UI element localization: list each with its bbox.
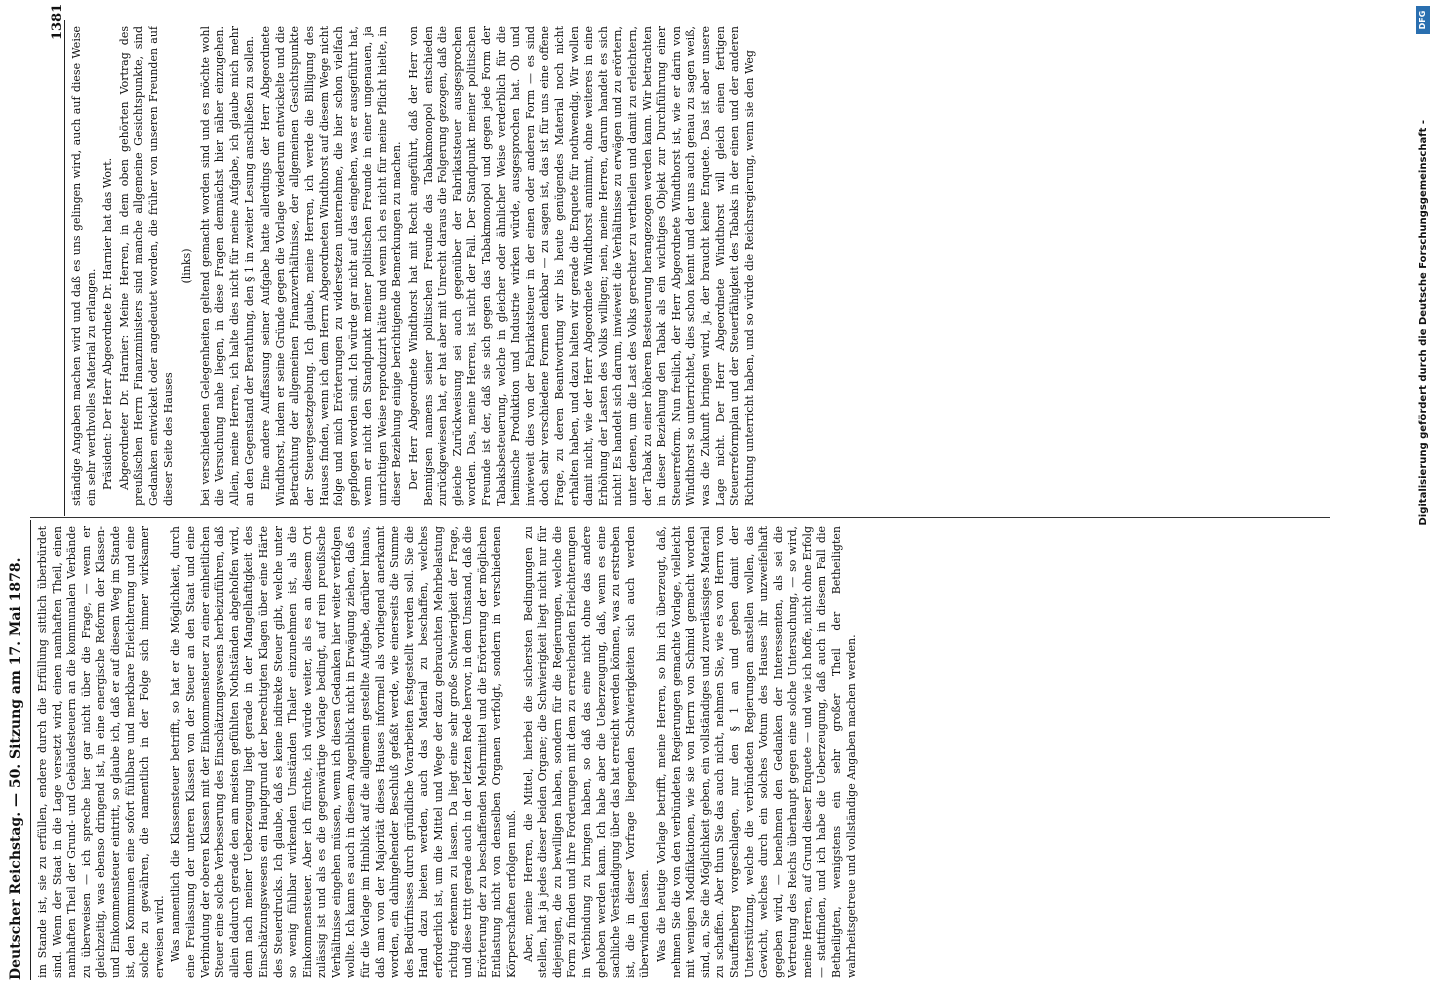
paragraph: bei verschiedenen Gelegenheiten geltend gemacht worden sind und es möchte wohl die Versuchung nahe liegen, in diese Fragen demnächst hier näher einzugehen. Allein, meine Herren, ich halte dies nicht für meine Aufgabe, ich glaube mich mehr an den Gegenstand der Berathung, den § 1 in zweiter Lesung anschließen zu sollen. xyxy=(198,26,256,506)
paragraph: Der Herr Abgeordnete Windthorst hat mit Recht angeführt, daß der Herr von Bennigsen namens seiner politischen Freunde das Tabakmonopol entschieden zurückgewiesen hat, er hat aber mit Unrecht daraus die Folgerung gezogen, daß die gleiche Zurückweisung sei auch gegenüber der Fabrikatsteuer ausgesprochen worden. Das, meine Herren, ist nicht der Fall. Der Standpunkt meiner politischen Freunde ist der, daß sie sich gegen das Tabakmonopol und gegen jede Form der Tabaksbesteuerung, welche in gleicher oder ähnlicher Weise verderblich für die heimische Produktion und Industrie wirken würde, ausgesprochen hat. Ob und inwieweit dies von der Fabrikatsteuer in der einen oder anderen Form — es sind doch sehr verschiedene Formen denkbar — zu sagen ist, das ist für uns eine offene Frage, zu deren Beantwortung wir bis heute genügendes Material noch nicht erhalten haben, und dazu halten wir gerade die Enquete für nothwendig. Wir wollen damit nicht, wie der Herr Abgeordnete Windthorst annimmt, ohne weiteres in eine Erhöhung der Lasten des Volks willigen; nein, meine Herren, darum handelt es sich nicht! Es handelt sich darum, inwieweit die Verhältnisse zu erwägen und zu erörtern, unter denen, um die Last des Volks gerechter zu vertheilen und damit zu erleichtern, der Tabak zu einer höheren Besteuerung herangezogen werden kann. Wir betrachten in dieser Beziehung den Tabak als ein wichtiges Objekt zur Durchführung einer Steuerreform. Nun freilich, der Herr Abgeordnete Windthorst ist, wie er darin von Windthorst so unterrichtet, dies schon kennt und der uns auch genau zu sagen weiß, was die Zukunft bringen wird, ja, der braucht keine Enquete. Das ist aber unsere Lage nicht. Der Herr Abgeordnete Windthorst will gleich einen fertigen Steuerreformplan und der Steuerfähigkeit des Tabaks in der einen und der anderen Richtung unterricht haben, und so würde die Reichsregierung, wenn sie den Weg xyxy=(407,26,756,506)
dfg-logo-text: DFG xyxy=(1418,10,1427,30)
digitization-note: Digitalisierung gefördert durch die Deutsche Forschungsgemeinschaft - xyxy=(1417,120,1429,526)
header-rule-left xyxy=(30,520,31,980)
column-divider xyxy=(30,517,1330,518)
page-header-title: Deutscher Reichstag. — 50. Sitzung am 17. Mai 1878. xyxy=(8,557,24,980)
paragraph: Aber, meine Herren, die Mittel, hierbei die sichersten Bedingungen zu stellen, hat ja jedes dieser beiden Organe; die Schwierigkeit liegt nicht nur für diejenigen, die zu bewilligen haben, sondern für die Regierungen, welche die Form zu finden und ihre Forderungen mit dem zu erreichenden Erleichterungen in Verbindung zu bringen haben, so daß das eine nicht ohne das andere gehoben werden kann. Ich habe aber die Ueberzeugung, daß, wenn es eine sachliche Verständigung über das hat erreicht werden können, was zu erstreben ist, die in dieser Vorfrage liegenden Schwierigkeiten sich auch werden überwinden lassen. xyxy=(521,526,652,978)
right-column xyxy=(70,26,1370,506)
paragraph: im Stande ist, sie zu erfüllen, endere durch die Erfüllung sittlich überbürdet sind. Wenn der Staat in die Lage versetzt wird, einen namhaften Theil, einen namhaften Theil der Grund- und Gebäudesteuern an die kommunalen Verbände zu überweisen — ich spreche hier gar nicht über die Frage, — wenn er gleichzeitig, was ebenso dringend ist, in eine energische Reform der Klassen- und Einkommensteuer eintritt, so glaube ich, daß er auf diesem Weg im Stande ist, den Kommunen eine sofort fühlbare und merkbare Erleichterung und eine solche zu gewähren, die namentlich in der Folge sich immer wirksamer erweisen wird. xyxy=(36,526,166,978)
speaker-paragraph: Präsident: Der Herr Abgeordnete Dr. Harnier hat das Wort. xyxy=(101,157,115,490)
paragraph: ständige Angaben machen wird und daß es uns gelingen wird, auch auf diese Weise ein sehr werthvolles Material zu erlangen. xyxy=(70,26,98,506)
paragraph: Eine andere Auffassung seiner Aufgabe hatte allerdings der Herr Abgeordnete Windthorst, indem er seine Gründe gegen die Vorlage wiederum entwickelte und die Betrachtung der allgemeinen Finanzverhältnisse, der allgemeinen Gesichtspunkte der Steuergesetzgebung. Ich glaube, meine Herren, ich werde die Billigung des Hauses finden, wenn ich dem Herrn Abgeordneten Windthorst auf diesem Wege nicht folge und mich Erörterungen zu widersetzen unternehme, die hier schon vielfach gepflogen worden sind. Ich würde gar nicht auf das eingehen, was er ausgeführt hat, wenn er nicht den Standpunkt meiner politischen Freunde in einer ungenauen, ja unrichtigen Weise reproduzirt hätte und wenn ich es nicht für meine Pflicht hielte, in dieser Beziehung einige berichtigende Bemerkungen zu machen. xyxy=(259,26,404,506)
speaker-paragraph: Abgeordneter Dr. Harnier: Meine Herren, in dem oben gehörten Vortrag des preußischen Herrn Finanzministers sind manche allgemeine Gesichtspunkte, sind Gedanken entwickelt oder angedeutet worden, die früher von unseren Freunden auf dieser Seite des Hauses xyxy=(117,26,175,506)
left-column xyxy=(36,526,1366,978)
page-number: 1381 xyxy=(50,3,65,40)
paragraph: Was die heutige Vorlage betrifft, meine Herren, so bin ich überzeugt, daß, nehmen Sie die von den verbündeten Regierungen gemachte Vorlage, vielleicht mit wenigen Modifikationen, wie sie von Herrn von Schmid gemacht worden sind, an, Sie die Möglichkeit geben, ein vollständiges und zuverlässiges Material zu schaffen. Aber thun Sie das auch nicht, nehmen Sie, wie es von Herrn von Stauffenberg vorgeschlagen, nur den § 1 an und geben damit der Unterstützung, welche die verbündeten Regierungen anstellen wollen, das Gewicht, welches durch ein solches Votum des Hauses ihr unzweifelhaft gegeben wird, — benehmen den Gedanken der Interessenten, als sei die Vertretung des Reichs überhaupt gegen eine solche Untersuchung, — so wird, meine Herren, auf Grund dieser Enquete — und wie ich hoffe, nicht ohne Erfolg — stattfinden, und ich habe die Ueberzeugung, daß auch in diesem Fall die Betheiligten, wenigstens ein sehr großer Theil der Betheiligten wahrheitsgetreue und vollständige Angaben machen werden. xyxy=(654,526,858,978)
dfg-logo xyxy=(1416,6,1430,34)
interjection: (links) xyxy=(180,248,194,284)
header-rule-right xyxy=(64,20,65,516)
paragraph: Was namentlich die Klassensteuer betrifft, so hat er die Möglichkeit, durch eine Freilassung der unteren Klassen von der Steuer an den Staat und eine Verbindung der oberen Klassen mit der Einkommensteuer zu einer einheitlichen Steuer eine solche Verbesserung des Einschätzungswesens herbeizuführen, daß allein dadurch gerade den am meisten gefühlten Nothständen abgeholfen wird, denn nach meiner Ueberzeugung liegt gerade in der Mangelhaftigkeit des Einschätzungswesens ein Hauptgrund der berechtigten Klagen über eine Härte des Steuerdrucks. Ich glaube, daß es keine indirekte Steuer gibt, welche unter so wenig fühlbar wirkenden Umständen Thaler einzunehmen ist, als die Einkommensteuer. Aber ich fürchte, ich würde weiter, als es an diesem Ort zulässig ist und als es die gegenwärtige Vorlage bedingt, auf rein preußische Verhältnisse eingehen müssen, wenn ich diesen Gedanken hier weiter verfolgen wollte. Ich kann es auch in diesem Augenblick nicht in Erwägung ziehen, daß es für die Vorlage im Hinblick auf die allgemein gestellte Aufgabe, darüber hinaus, daß man von der Majorität dieses Hauses informell als vorliegend anerkannt worden, ein dahingehender Beschluß gefaßt werde, wie einerseits die Summe des Bedürfnisses durch gründliche Vorarbeiten festgestellt werden soll. Sie die Hand dazu bieten werden, auch das Material zu beschaffen, welches erforderlich ist, um die Mittel und Wege der dazu gebrauchten Mehrbelastung richtig erkennen zu lassen. Da liegt eine sehr große Schwierigkeit der Frage, und diese tritt gerade auch in der letzten Rede hervor, in dem Umstand, daß die Erörterung der zu beschaffenden Mehrmittel und die Erörterung der möglichen Entlastung nicht von denselben Organen verfolgt, sondern in verschiedenen Körperschaften erfolgen muß. xyxy=(169,526,518,978)
digitization-footer xyxy=(1416,120,1430,900)
